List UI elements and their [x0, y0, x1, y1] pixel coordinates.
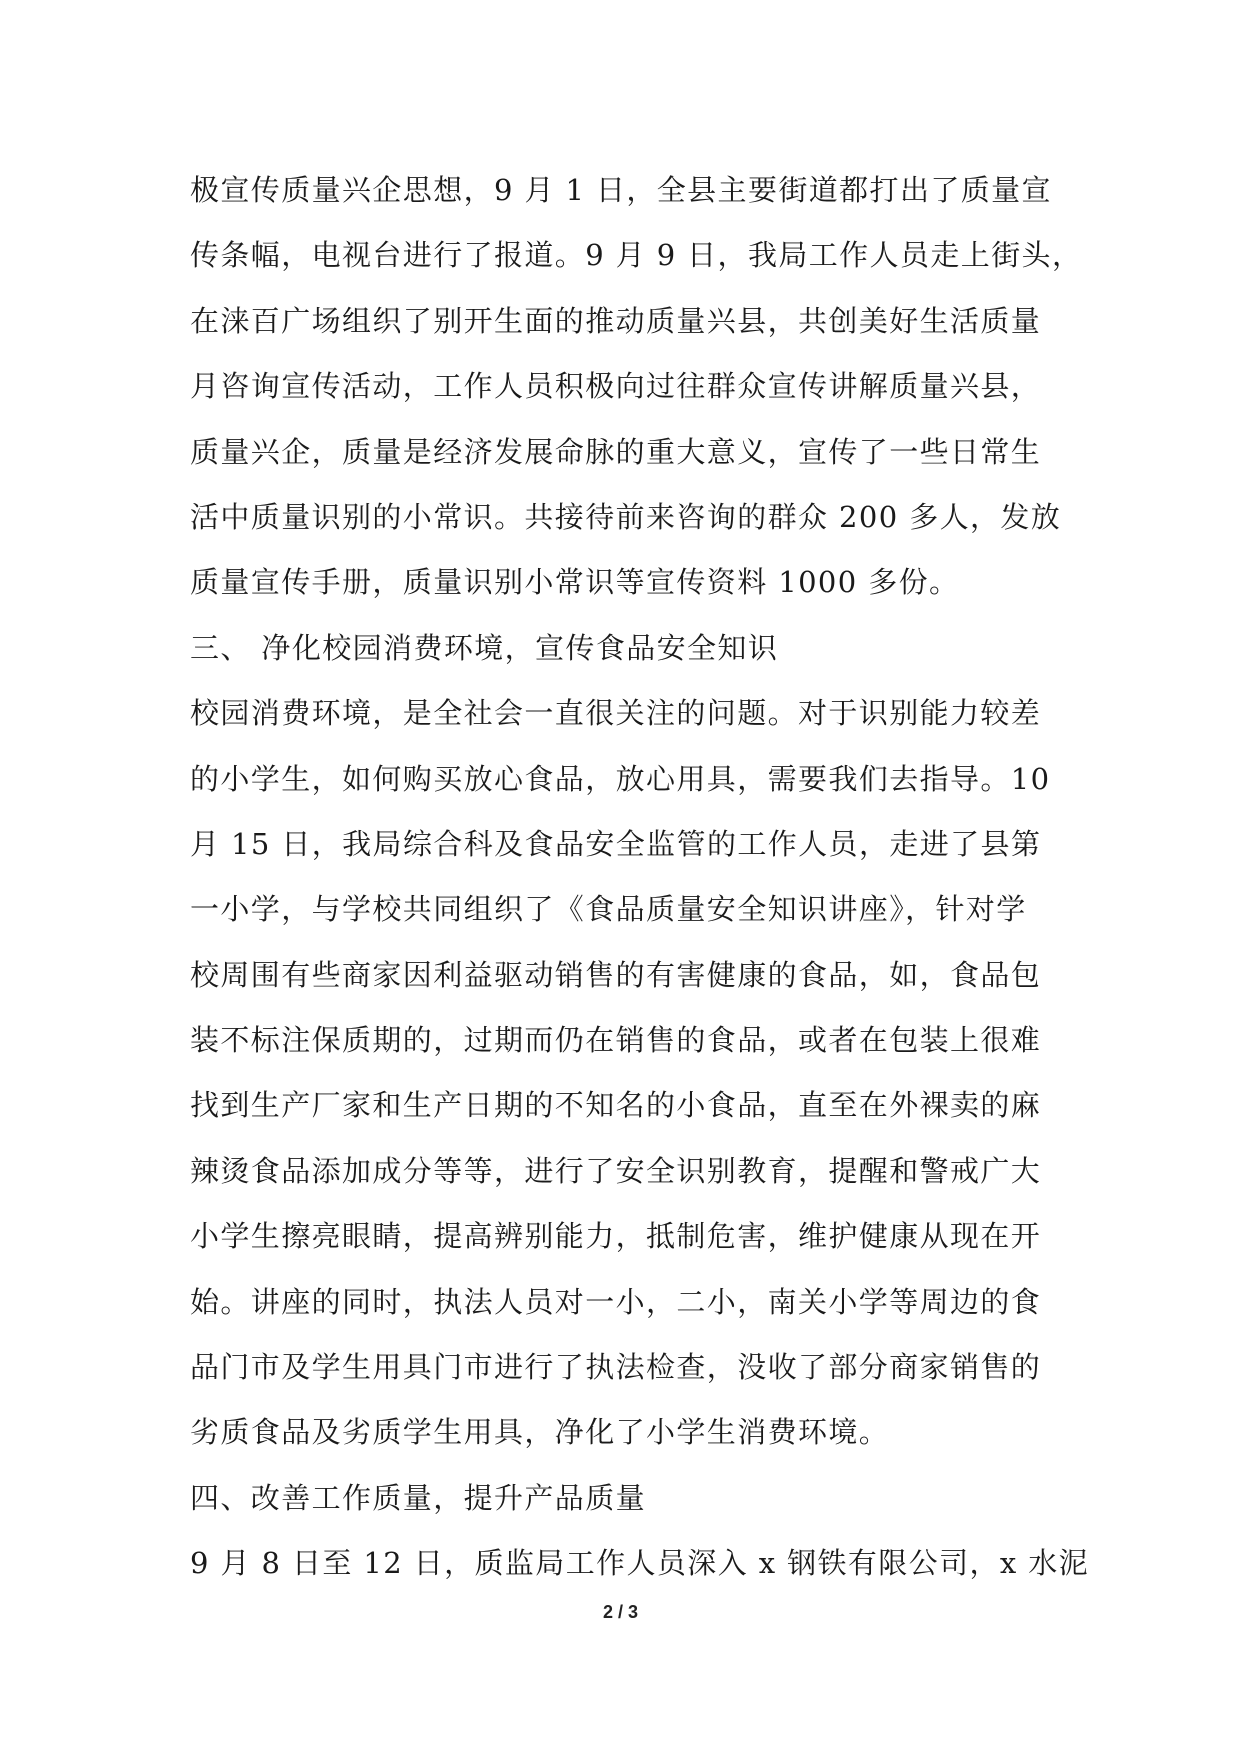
- document-body: [190, 158, 1090, 1597]
- page-number: 2 / 3: [602, 1602, 639, 1622]
- paragraph-line: 一小学，与学校共同组织了《食品质量安全知识讲座》，针对学: [190, 892, 1027, 927]
- paragraph-line: 装不标注保质期的，过期而仍在销售的食品，或者在包装上很难: [190, 1023, 1042, 1058]
- paragraph-line: 始。讲座的同时，执法人员对一小，二小，南关小学等周边的食: [190, 1284, 1042, 1319]
- paragraph-line: 的小学生，如何购买放心食品，放心用具，需要我们去指导。10: [190, 761, 1051, 796]
- paragraph-line: 月 15 日，我局综合科及食品安全监管的工作人员，走进了县第: [190, 826, 1042, 861]
- paragraph-line: 9 月 8 日至 12 日，质监局工作人员深入 x 钢铁有限公司，x 水泥: [190, 1546, 1090, 1581]
- paragraph-line: 品门市及学生用具门市进行了执法检查，没收了部分商家销售的: [190, 1350, 1042, 1385]
- paragraph-line: 月咨询宣传活动，工作人员积极向过往群众宣传讲解质量兴县，: [190, 369, 1042, 404]
- paragraph-line: 劣质食品及劣质学生用具，净化了小学生消费环境。: [190, 1415, 890, 1450]
- paragraph-line: 校周围有些商家因利益驱动销售的有害健康的食品，如，食品包: [190, 957, 1042, 992]
- paragraph-line: 传条幅，电视台进行了报道。9 月 9 日，我局工作人员走上街头，: [190, 238, 1083, 273]
- paragraph-line: 极宣传质量兴企思想，9 月 1 日，全县主要街道都打出了质量宣: [190, 173, 1052, 207]
- section-heading-3: 三、 净化校园消费环境，宣传食品安全知识: [190, 630, 779, 665]
- paragraph-line: 活中质量识别的小常识。共接待前来咨询的群众 200 多人，发放: [190, 499, 1062, 534]
- paragraph-line: 质量宣传手册，质量识别小常识等宣传资料 1000 多份。: [190, 565, 960, 600]
- paragraph-line: 辣烫食品添加成分等等，进行了安全识别教育，提醒和警戒广大: [190, 1153, 1042, 1188]
- paragraph-line: 校园消费环境，是全社会一直很关注的问题。对于识别能力较差: [190, 696, 1042, 731]
- paragraph-line: 找到生产厂家和生产日期的不知名的小食品，直至在外裸卖的麻: [190, 1088, 1042, 1123]
- paragraph-line: 小学生擦亮眼睛，提高辨别能力，抵制危害，维护健康从现在开: [190, 1219, 1042, 1254]
- paragraph-line: 在涞百广场组织了别开生面的推动质量兴县，共创美好生活质量: [190, 303, 1042, 338]
- paragraph-line: 质量兴企，质量是经济发展命脉的重大意义，宣传了一些日常生: [190, 434, 1042, 469]
- section-heading-4: 四、改善工作质量，提升产品质量: [190, 1480, 647, 1515]
